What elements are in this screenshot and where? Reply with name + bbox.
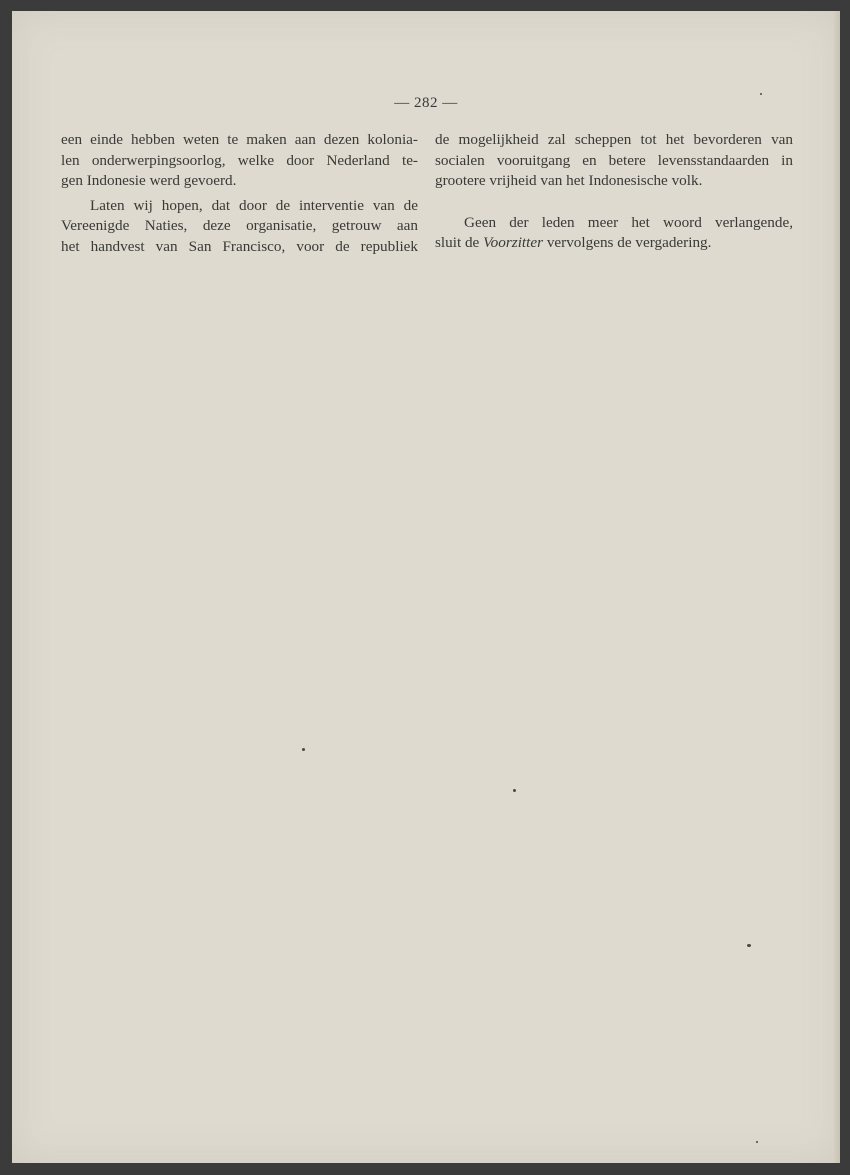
left-text-column (61, 130, 418, 257)
text-fragment: vervolgens de vergadering. (543, 234, 712, 251)
paper-speck (760, 93, 762, 95)
right-text-column (435, 130, 793, 254)
paper-speck (756, 1141, 758, 1143)
text-line: een einde hebben weten te maken aan dezen kolonia- (61, 131, 418, 148)
paper-speck (747, 944, 751, 947)
paper-speck (513, 789, 516, 792)
text-line (435, 233, 793, 254)
paragraph (61, 130, 418, 192)
text-line: het handvest van San Francisco, voor de republiek (61, 237, 418, 255)
text-line: gen Indonesie werd gevoerd. (61, 172, 237, 189)
text-line: len onderwerpingsoorlog, welke door Nederland te- (61, 151, 418, 169)
paragraph (61, 196, 418, 258)
paper-sheet (12, 11, 840, 1163)
speaker-title: Voorzitter (483, 234, 544, 251)
text-line: Laten wij hopen, dat door de interventie van de (90, 196, 418, 214)
text-line: de mogelijkheid zal scheppen tot het bevorderen van (435, 131, 793, 148)
text-fragment: sluit de (435, 234, 484, 251)
paper-speck (302, 748, 305, 751)
paragraph (435, 130, 793, 192)
text-line: Vereenigde Naties, deze organisatie, getrouw aan (61, 217, 418, 234)
text-line: grootere vrijheid van het Indonesische volk. (435, 172, 703, 189)
text-line: Geen der leden meer het woord verlangende, (464, 213, 793, 231)
paragraph (435, 213, 793, 254)
text-line: socialen vooruitgang en betere levensstandaarden in (435, 151, 793, 169)
paper-edge-shading (834, 11, 840, 1163)
page-number: — 282 — (394, 95, 458, 111)
